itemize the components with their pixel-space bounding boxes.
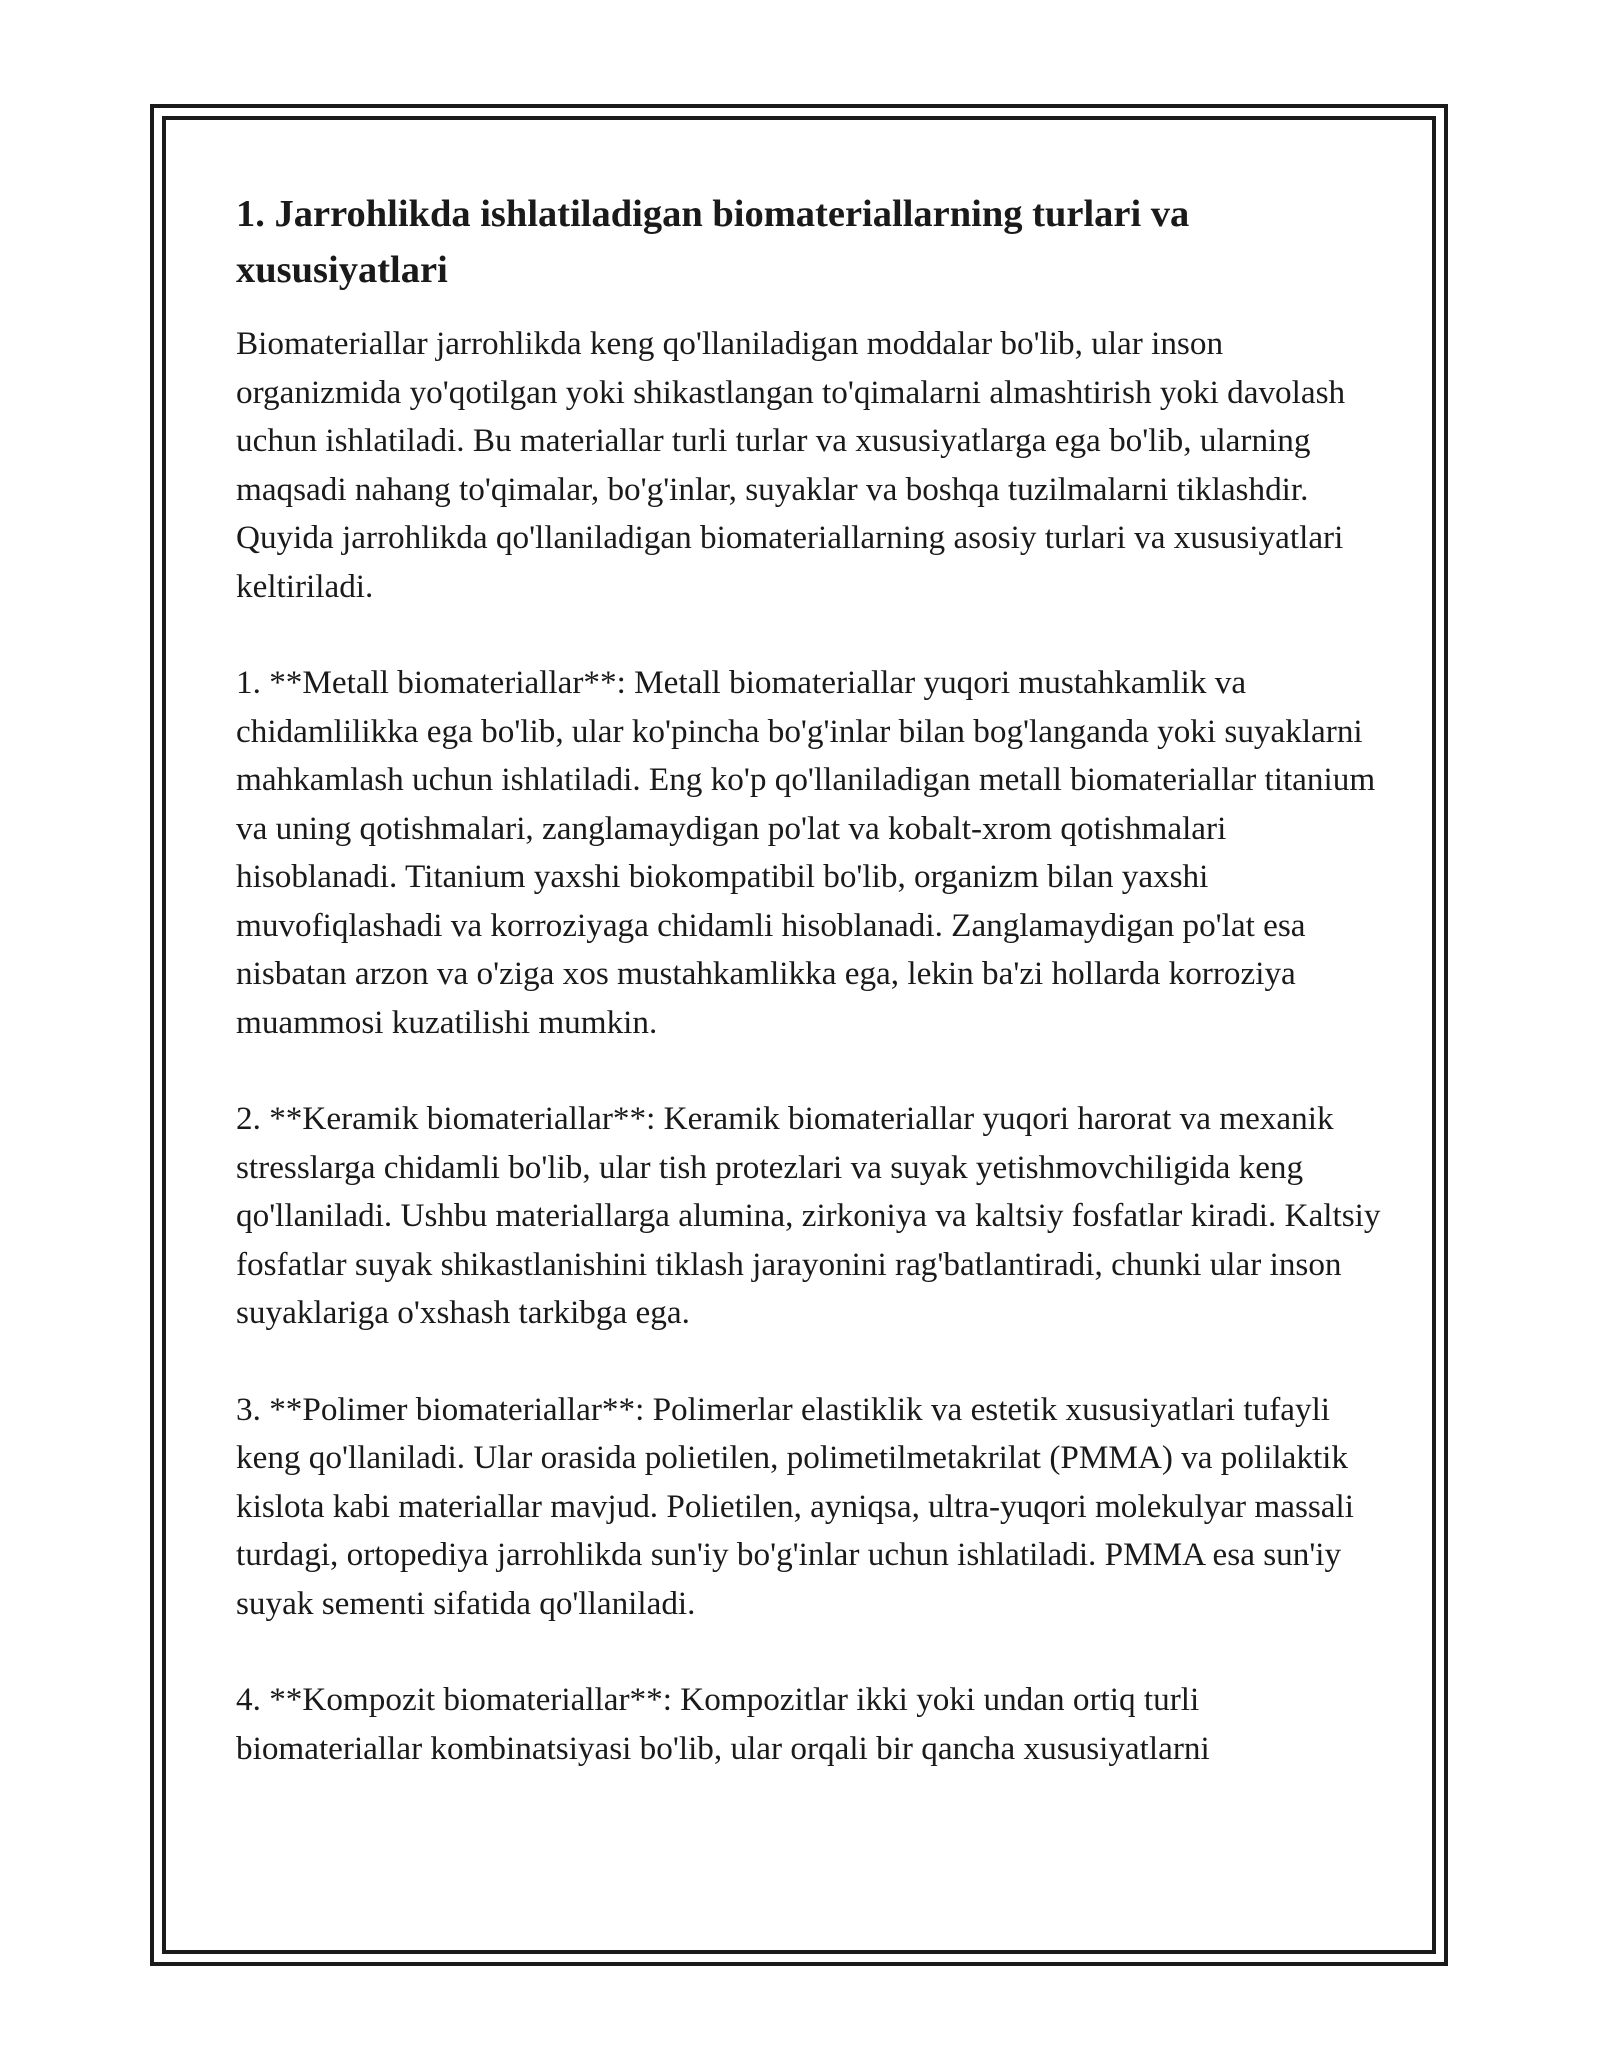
metal-biomaterials-paragraph: 1. **Metall biomateriallar**: Metall biomateriallar yuqori mustahkamlik va chidamlilikka ega bo'lib, ular ko'pincha bo'g'inlar bilan bog'langanda yoki suyaklarni mahkamlash uchun ishlatiladi. Eng ko'p qo'llaniladigan metall biomateriallar titanium va uning qotishmalari, zanglamaydigan po'lat va kobalt-xrom qotishmalari hisoblanadi. Titanium yaxshi biokompatibil bo'lib, organizm bilan yaxshi muvofiqlashadi va korroziyaga chidamli hisoblanadi. Zanglamaydigan po'lat esa nisbatan arzon va o'ziga xos mustahkamlikka ega, lekin ba'zi hollarda korroziya muammosi kuzatilishi mumkin. bbox=[236, 664, 1376, 1041]
composite-biomaterials-paragraph: 4. **Kompozit biomateriallar**: Kompozitlar ikki yoki undan ortiq turli biomateriallar kombinatsiyasi bo'lib, ular orqali bir qancha xususiyatlarni bbox=[236, 1681, 1210, 1767]
ceramic-biomaterials-paragraph: 2. **Keramik biomateriallar**: Keramik biomateriallar yuqori harorat va mexanik stresslarga chidamli bo'lib, ular tish protezlari va suyak yetishmovchiligida keng qo'llaniladi. Ushbu materiallarga alumina, zirkoniya va kaltsiy fosfatlar kiradi. Kaltsiy fosfatlar suyak shikastlanishini tiklash jarayonini rag'batlantiradi, chunki ular inson suyaklariga o'xshash tarkibga ega. bbox=[236, 1100, 1381, 1331]
document-body bbox=[236, 186, 1382, 1773]
polymer-biomaterials-paragraph: 3. **Polimer biomateriallar**: Polimerlar elastiklik va estetik xususiyatlari tufayli keng qo'llaniladi. Ular orasida polietilen, polimetilmetakrilat (PMMA) va polilaktik kislota kabi materiallar mavjud. Polietilen, ayniqsa, ultra-yuqori molekulyar massali turdagi, ortopediya jarrohlikda sun'iy bo'g'inlar uchun ishlatiladi. PMMA esa sun'iy suyak sementi sifatida qo'llaniladi. bbox=[236, 1390, 1354, 1622]
intro-paragraph: Biomateriallar jarrohlikda keng qo'llaniladigan moddalar bo'lib, ular inson organizmida yo'qotilgan yoki shikastlangan to'qimalarni almashtirish yoki davolash uchun ishlatiladi. Bu materiallar turli turlar va xususiyatlarga ega bo'lib, ularning maqsadi nahang to'qimalar, bo'g'inlar, suyaklar va boshqa tuzilmalarni tiklashdir. Quyida jarrohlikda qo'llaniladigan biomateriallarning asosiy turlari va xususiyatlari keltiriladi. bbox=[236, 325, 1346, 605]
section-heading: 1. Jarrohlikda ishlatiladigan biomateriallarning turlari va xususiyatlari bbox=[236, 193, 1190, 291]
